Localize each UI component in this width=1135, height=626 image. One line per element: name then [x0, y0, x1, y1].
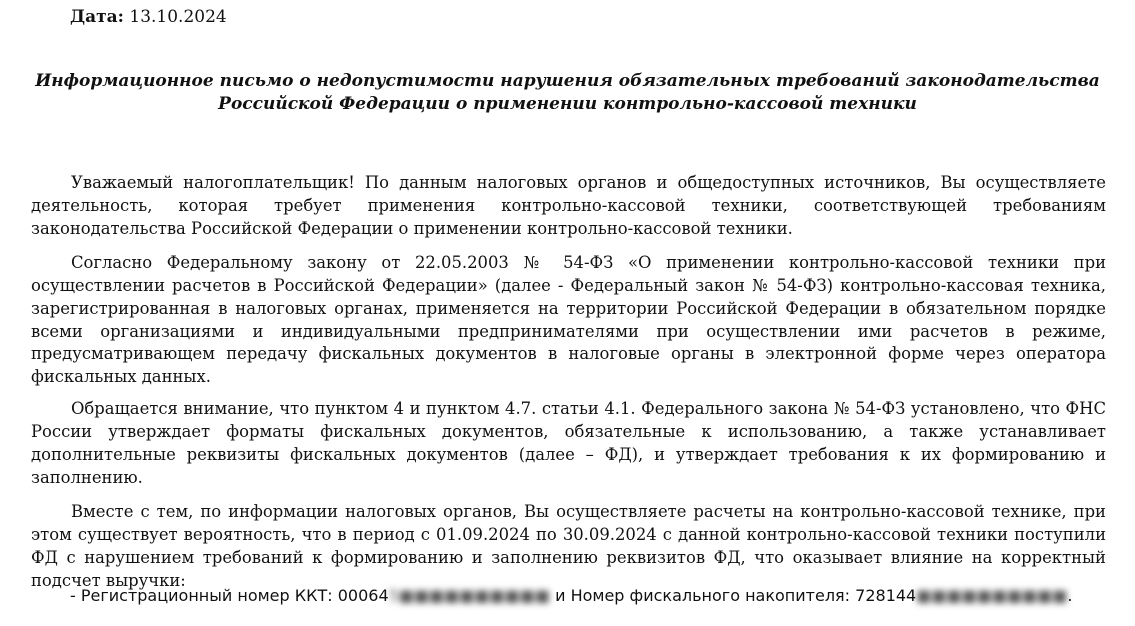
kkt-reg-label: - Регистрационный номер ККТ: [70, 586, 338, 605]
kkt-reg-number-redacted: 5■■■■■■■■■■ [388, 586, 550, 605]
paragraph-greeting: Уважаемый налогоплательщик! По данным налоговых органов и общедоступных источников, Вы осуществляете деятельность, которая требует применения контрольно-кассовой техники, соответствующей требованиям законодательства Российской Федерации о применении контрольно-кассовой техники. [31, 173, 1106, 238]
fn-label: и Номер фискального накопителя: [550, 586, 856, 605]
kkt-reg-number-visible: 00064 [337, 586, 389, 605]
letter-title-line-1: Информационное письмо о недопустимости нарушения обязательных требований законодательства [35, 71, 1100, 91]
document-date [70, 6, 227, 28]
letter-title-line-2: Российской Федерации о применении контрольно-кассовой техники [218, 94, 917, 114]
fn-number-visible: 728144 [855, 586, 917, 605]
letter-title [30, 70, 1105, 116]
kkt-identifiers-line [70, 585, 1073, 607]
paragraph-law-reference: Согласно Федеральному закону от 22.05.2003 № 54-ФЗ «О применении контрольно-кассовой техники при осуществлении расчетов в Российской Федерации» (далее - Федеральный закон № 54-ФЗ) контрольно-кассовая техника, зарегистрированная в налоговых органах, применяется на территории Российской Федерации в обязательном порядке всеми организациями и индивидуальными предпринимателями при осуществлении ими расчетов в режиме, предусматривающем передачу фискальных документов в налоговые органы в электронной форме через оператора фискальных данных. [31, 253, 1106, 386]
kkt-line-end: . [1067, 586, 1073, 605]
fn-number-redacted: ■■■■■■■■■■ [916, 586, 1068, 605]
paragraph-fns-formats: Обращается внимание, что пунктом 4 и пунктом 4.7. статьи 4.1. Федерального закона № 54-ФЗ установлено, что ФНС России утверждает форматы фискальных документов, обязательные к использованию, а также устанавливает дополнительные реквизиты фискальных документов (далее – ФД), и утверждает требования к их формированию и заполнению. [31, 399, 1106, 487]
date-label: Дата: [70, 7, 124, 27]
paragraph-violation-notice: Вместе с тем, по информации налоговых органов, Вы осуществляете расчеты на контрольно-кассовой технике, при этом существует вероятность, что в период с 01.09.2024 по 30.09.2024 с данной контрольно-кассовой техники поступили ФД с нарушением требований к формированию и заполнению реквизитов ФД, что оказывает влияние на корректный подсчет выручки: [31, 502, 1106, 590]
date-value: 13.10.2024 [129, 7, 227, 27]
